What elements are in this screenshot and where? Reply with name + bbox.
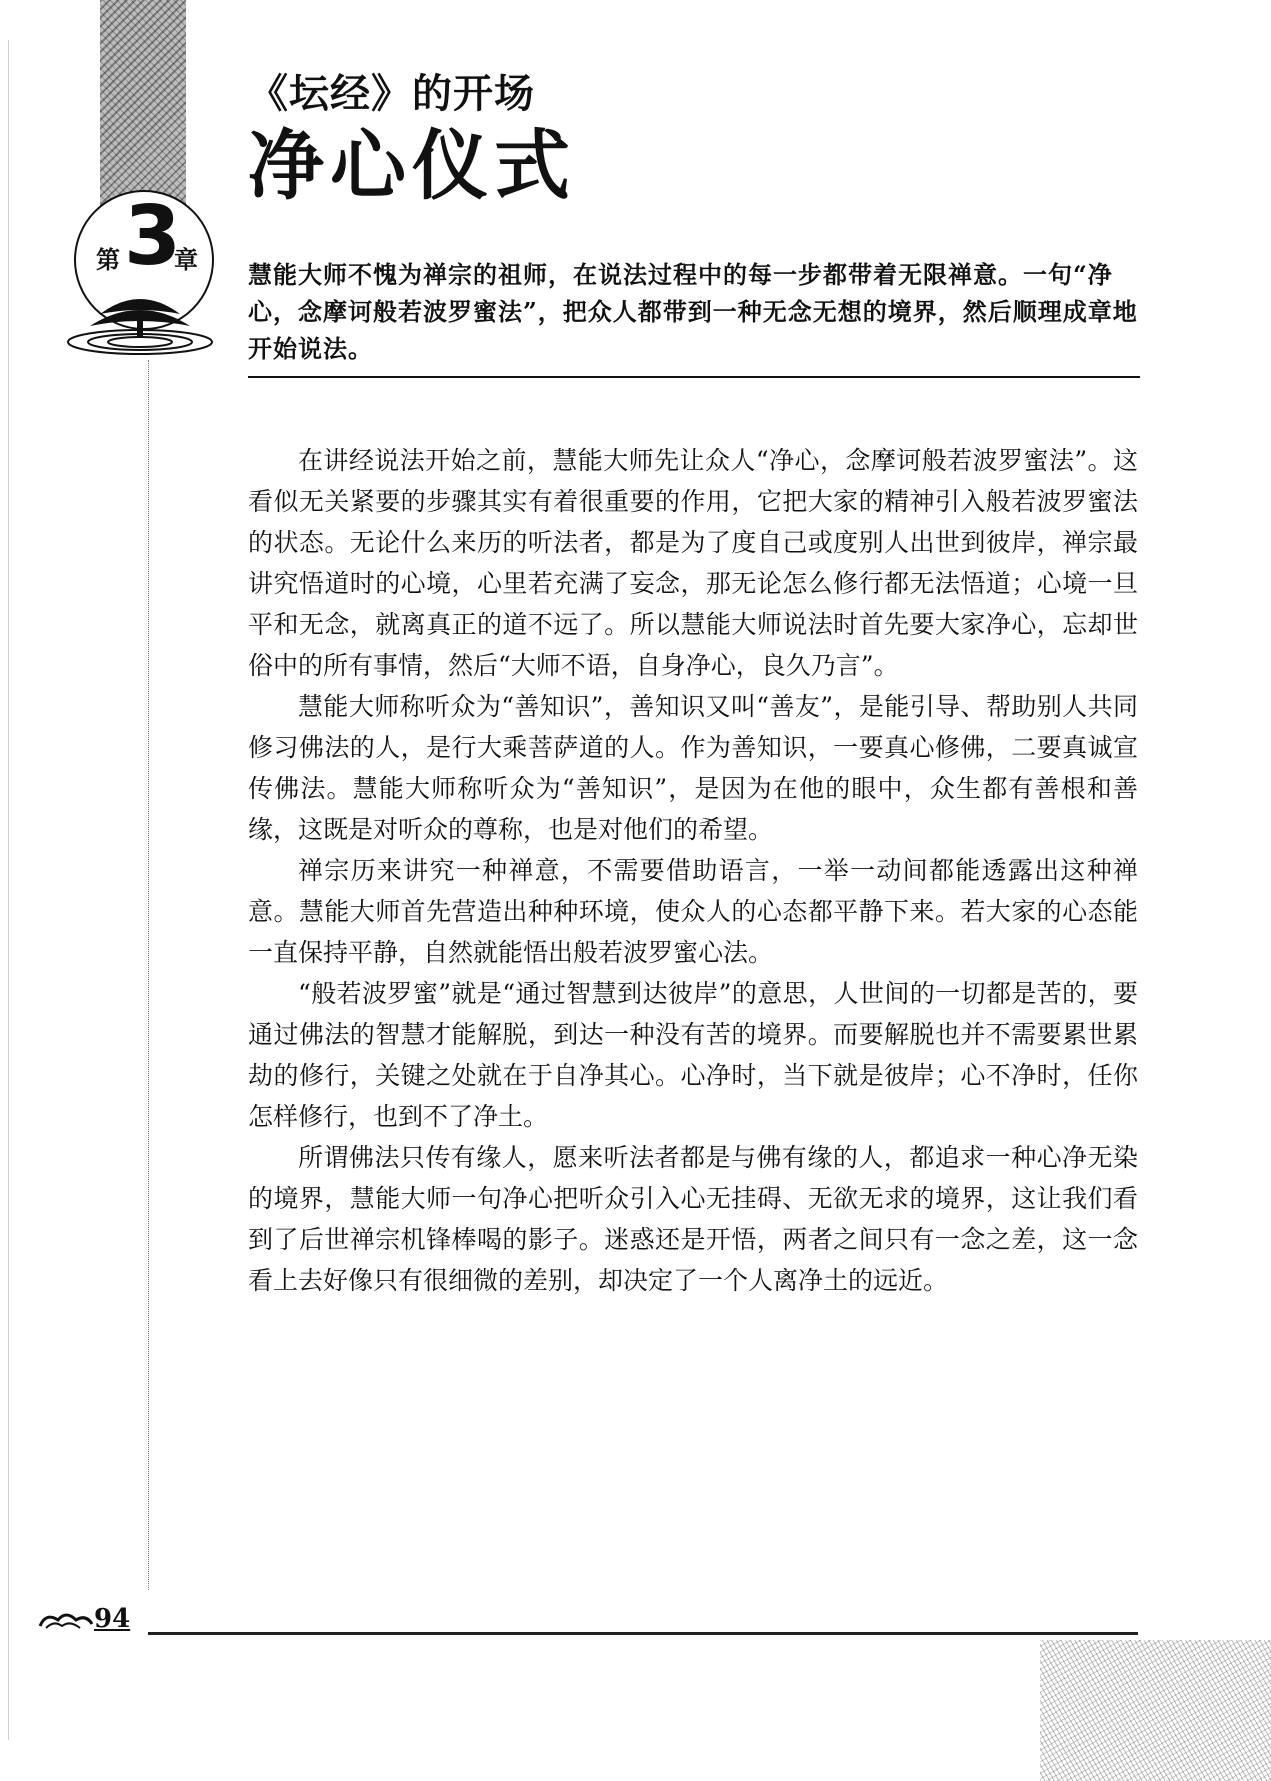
body-text <box>248 440 1138 1301</box>
footer-rule <box>148 1632 1138 1635</box>
page-title: 净心仪式 <box>248 121 576 210</box>
paragraph: 所谓佛法只传有缘人，愿来听法者都是与佛有缘的人，都追求一种心净无染的境界，慧能大师一句净心把听众引入心无挂碍、无欲无求的境界，这让我们看到了后世禅宗机锋棒喝的影子。迷惑还是开悟，两者之间只有一念之差，这一念看上去好像只有很细微的差别，却决定了一个人离净土的远近。 <box>248 1143 1138 1295</box>
chapter-prefix: 第 <box>96 245 120 274</box>
paragraph: “般若波罗蜜”就是“通过智慧到达彼岸”的意思，人世间的一切都是苦的，要通过佛法的智慧才能解脱，到达一种没有苦的境界。而要解脱也并不需要累世累劫的修行，关键之处就在于自净其心。心净时，当下就是彼岸；心不净时，任你怎样修行，也到不了净土。 <box>248 979 1138 1131</box>
paragraph: 在讲经说法开始之前，慧能大师先让众人“净心，念摩诃般若波罗蜜法”。这看似无关紧要的步骤其实有着很重要的作用，它把大家的精神引入般若波罗蜜法的状态。无论什么来历的听法者，都是为了度自己或度别人出世到彼岸，禅宗最讲究悟道时的心境，心里若充满了妄念，那无论怎么修行都无法悟道；心境一旦平和无念，就离真正的道不远了。所以慧能大师说法时首先要大家净心，忘却世俗中的所有事情，然后“大师不语，自身净心，良久乃言”。 <box>248 446 1138 680</box>
gutter-dotted-line <box>148 360 149 1590</box>
chapter-badge <box>60 190 220 360</box>
decorative-strip <box>100 0 186 210</box>
page-number-block <box>36 1604 146 1640</box>
chapter-number: 3 <box>124 189 182 284</box>
pre-title: 《坛经》的开场 <box>248 70 535 117</box>
intro-divider <box>248 376 1140 378</box>
pine-tree-icon <box>60 280 220 360</box>
paragraph: 禅宗历来讲究一种禅意，不需要借助语言，一举一动间都能透露出这种禅意。慧能大师首先营造出种种环境，使众人的心态都平静下来。若大家的心态能一直保持平静，自然就能悟出般若波罗蜜心法。 <box>248 856 1138 967</box>
cloud-swirl-icon <box>36 1608 94 1636</box>
page-edge-line <box>8 40 9 1740</box>
chapter-intro: 慧能大师不愧为禅宗的祖师，在说法过程中的每一步都带着无限禅意。一句“净心，念摩诃般若波罗蜜法”，把众人都带到一种无念无想的境界，然后顺理成章地开始说法。 <box>248 260 1138 363</box>
chapter-suffix: 章 <box>174 245 198 274</box>
scan-noise <box>1040 1640 1271 1781</box>
page-number: 94 <box>94 1604 131 1634</box>
paragraph: 慧能大师称听众为“善知识”，善知识又叫“善友”，是能引导、帮助别人共同修习佛法的人，是行大乘菩萨道的人。作为善知识，一要真心修佛，二要真诚宣传佛法。慧能大师称听众为“善知识”，是因为在他的眼中，众生都有善根和善缘，这既是对听众的尊称，也是对他们的希望。 <box>248 692 1138 844</box>
